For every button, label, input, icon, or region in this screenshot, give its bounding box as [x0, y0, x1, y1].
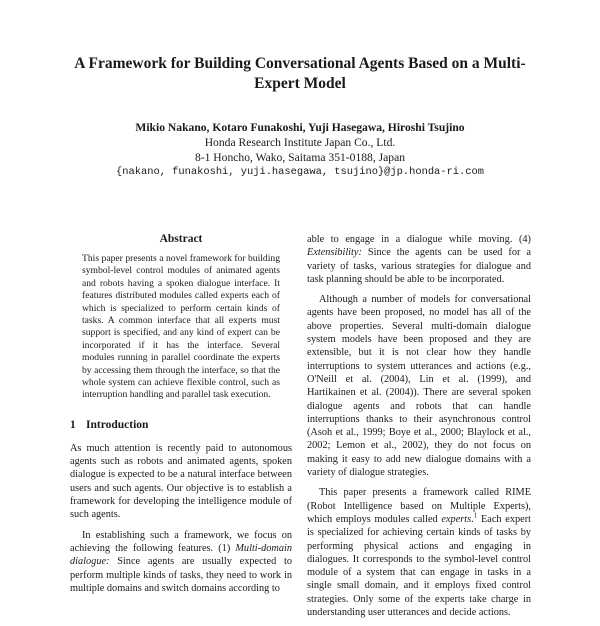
right-paragraph-2: Although a number of models for conversational agents have been proposed, no model has all of the above properties. Several multi-domain dialogue system models have been proposed and they are extensible, but it is not clear how they handle interruptions to system utterances and actions (e.g., O'Neill et al. (2004), Lin et al. (1999), and Hartikainen et al. (2004)). There are several spoken dialogue agents and robots that can handle interruptions thanks to their asynchronous control (Asoh et al., 1999; Boye et al., 2000; Blaylock et al., 2002; Lemon et al., 2002), they do not focus on making it easy to add new dialogue domains with a variety of dialogue strategies. — [307, 294, 531, 479]
text-run: Since agents are usually expected to perform multiple kinds of tasks, they need to work in multiple domains and switch domains according to — [70, 556, 292, 594]
section-number: 1 — [70, 418, 76, 431]
text-run: This paper presents a framework called RIME (Robot Intelligence based on Multiple Experts), which employs modules called — [307, 487, 531, 525]
address: 8-1 Honcho, Wako, Saitama 351-0188, Japan — [194, 151, 406, 164]
author-email: {nakano, funakoshi, yuji.hasegawa, tsujino}@jp.honda-ri.com — [116, 166, 484, 178]
abstract-text: This paper presents a novel framework for building symbol-level control modules of animated agents and robots having a spoken dialogue interface. It features distributed modules called experts each of which is specialized to perform certain kinds of tasks. A common interface that all experts must support is specified, and any kind of expert can be incorporated if it has the interface. Several modules running in parallel coordinate the experts by accessing them through the interface, so that the whole system can achieve flexible control, such as interruption handling and parallel task execution. — [82, 253, 280, 401]
paper-title: A Framework for Building Conversational Agents Based on a Multi-Expert Model — [74, 55, 526, 92]
author-block — [60, 120, 540, 180]
abstract-heading: Abstract — [159, 233, 203, 245]
affiliation: Honda Research Institute Japan Co., Ltd. — [204, 136, 396, 149]
text-run: Each expert is specialized for achieving certain kinds of tasks by performing physical actions and engaging in dialogues. It corresponds to the symbol-level control module of a system that can engage in tasks in a single small domain, and it employs fixed control strategies. Only some of the experts take charge in understanding user utterances and decide actions. — [307, 513, 531, 619]
text-run: . — [471, 513, 474, 525]
author-names: Mikio Nakano, Kotaro Funakoshi, Yuji Hasegawa, Hiroshi Tsujino — [135, 121, 465, 134]
left-column — [70, 232, 292, 602]
right-paragraph-1 — [307, 233, 531, 286]
section-heading-introduction — [70, 418, 292, 432]
right-paragraph-3 — [307, 486, 531, 619]
text-run: Since the agents can be used for a variety of tasks, various strategies for dialogue and task planning should be able to be incorporated. — [307, 247, 531, 285]
text-run: able to engage in a dialogue while moving. (4) — [307, 234, 531, 245]
term-multi-domain: Multi-domain dialogue: — [70, 542, 292, 568]
term-extensibility: Extensibility: — [307, 247, 362, 259]
term-experts: experts — [441, 513, 472, 525]
intro-paragraph-2 — [70, 529, 292, 595]
text-run: In establishing such a framework, we focus on achieving the following features. (1) — [70, 529, 292, 554]
section-title: Introduction — [86, 418, 149, 431]
right-column — [307, 233, 531, 626]
footnote-marker: 1 — [473, 511, 478, 520]
intro-paragraph-1: As much attention is recently paid to autonomous agents such as robots and animated agents, spoken dialogue is expected to be a natural interface between users and such agents. Our objective is to establish a framework for developing the intelligence module of such agents. — [70, 442, 292, 521]
